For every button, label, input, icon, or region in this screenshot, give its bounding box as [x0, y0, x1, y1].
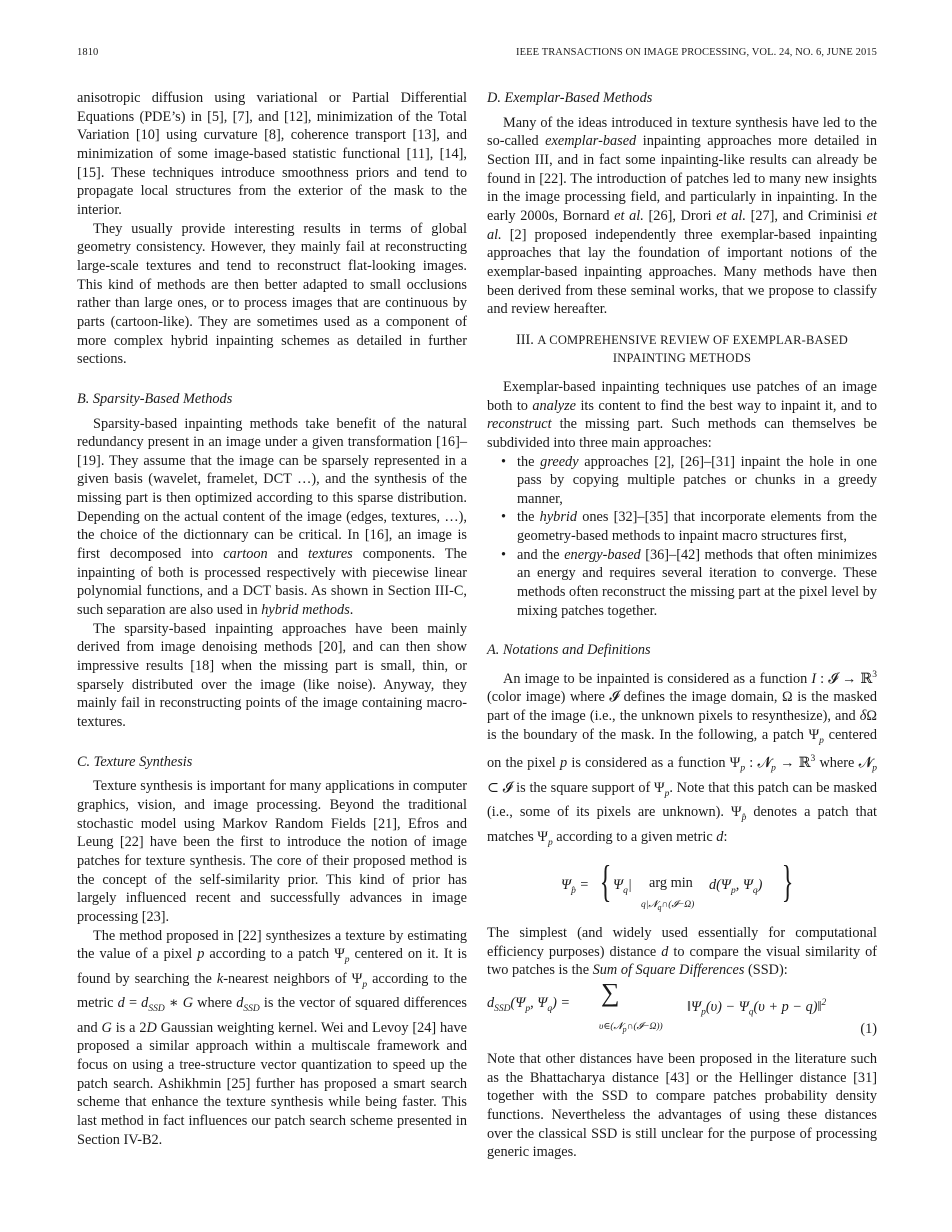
paragraph: The method proposed in [22] synthesizes a texture by estimating the value of a pixel p according to a patch $\Psi_p$ centered on it. It is found by searching the k-nearest neighbors of $\Psi_p$ according to the metric $d = d_{SSD}$ ∗ G where $d_{SSD}$ is the vector of squared differences and G is a 2D Gaussian weighting kernel. Wei and Levoy [24] have proposed a similar approach within a multiscale framework and focus on using a tree-structure vector quantization to speed up the patch search. Ashikhmin [25] further has proposed a smart search scheme that enhance the texture synthesis while being faster. This last method in fact influences our patch search scheme presented in Section IV-B2.: [77, 927, 468, 1148]
equation-argmin: $\Psi_{p̂}$ = { $\Psi_q|$ arg min q|𝓝$_q$∩(𝓘−Ω) $d(\Psi_p$, $\Psi_q$) }: [561, 857, 794, 913]
subsection-heading: B. Sparsity-Based Methods: [77, 390, 233, 407]
equation-ssd: $d_{SSD}(\Psi_p$, $\Psi_q$) = ∑ υ∈(𝓝$_p$∩(𝓘−Ω)) $‖\Psi_p(\upsilon) - \Psi_q(\upsilon + p$ − q)‖$^2$ (1): [487, 978, 877, 1038]
equation-number: (1): [860, 1021, 877, 1038]
paragraph: Exemplar-based inpainting techniques use patches of an image both to analyze its content to find the best way to inpaint it, and to reconstruct the missing part. Such methods can themselves be subdivided into three main approaches:: [487, 378, 877, 451]
list-item: • the greedy approaches [2], [26]–[31] inpaint the hole in one pass by copying multiple patches or chunks in a greedy manner,: [517, 453, 877, 509]
right-column: [487, 89, 877, 1162]
subsection-heading: D. Exemplar-Based Methods: [487, 90, 653, 106]
paragraph: Many of the ideas introduced in texture synthesis have led to the so-called exemplar-based inpainting approaches more detailed in Section III, and in fact some inpainting-like results can already be found in [22]. The introduction of patches led to many new insights in the image processing field, and particularly in inpainting. In the early 2000s, Bornard et al. [26], Drori et al. [27], and Criminisi et al. [2] proposed independently three exemplar-based inpainting approaches that lay the foundation of important notions of the exemplar-based inpainting approaches. Many methods have then been derived from these seminal works, that we propose to classify and review hereafter.: [487, 114, 878, 318]
subsection-heading: C. Texture Synthesis: [77, 753, 193, 770]
paragraph: anisotropic diffusion using variational or Partial Differential Equations (PDE’s) in [5], [7], and [12], minimization of the Total Variation [10] using curvature [8], coherence transport [13], and minimization of some image-based statistic functional [11], [14], [15]. These techniques introduce smoothness priors and tend to propagate local structures from the exterior of the mask to the interior.: [77, 90, 467, 218]
subsection-heading: A. Notations and Definitions: [487, 642, 651, 659]
paragraph: The simplest (and widely used essentially for computational efficiency purposes) distance d to compare the visual similarity of two patches is the Sum of Square Differences (SSD):: [487, 925, 877, 979]
approach-list: [487, 453, 877, 621]
list-item: • and the energy-based [36]–[42] methods that often minimizes an energy and requires several iteration to converge. These methods often reconstruct the missing part at the pixel level by mixing patches together.: [517, 546, 877, 621]
running-header: IEEE TRANSACTIONS ON IMAGE PROCESSING, VOL. 24, NO. 6, JUNE 2015: [516, 47, 877, 58]
paragraph: Texture synthesis is important for many applications in computer graphics, vision, and image processing. Beyond the traditional stochastic model using Markov Random Fields [21], Efros and Leung [22] have been the first to introduce the notion of image patches for texture synthesis. The core of their proposed method is the concept of the self-similarity prior. This kind of prior has largely influenced recent and successfully advances in image processing [23].: [77, 778, 467, 925]
page-number: 1810: [77, 47, 99, 58]
paragraph: Sparsity-based inpainting methods take benefit of the natural redundancy present in an image under a given transformation [16]–[19]. They assume that the image can be sparsely represented in a given basis (wavelet, framelet, DCT …), and the synthesis of the missing part is then optimized according to this sparse distribution. Depending on the actual content of the image (edges, textures, …), the choice of the dictionnary can be critical. In [16], an image is first decomposed into cartoon and textures components. The inpainting of both is processed respectively with piecewise linear polynomial functions, and a DCT basis. As shown in Section III-C, such separation are also used in hybrid methods.: [77, 415, 468, 619]
left-column: [77, 89, 467, 1149]
paragraph: They usually provide interesting results in terms of global geometry consistency. However, they mainly fail at reconstructing large-scale textures and tend to reconstruct flat-looking images. This kind of methods are then better adapted to small occlusions rather than large ones, or to process images that are continuous by parts (cartoon-like). They are sometimes used as a component of more complex hybrid inpainting schemes as detailed in further sections.: [77, 220, 467, 368]
section-heading: III. A COMPREHENSIVE REVIEW OF EXEMPLAR-BASED INPAINTING METHODS: [515, 331, 848, 366]
paragraph: An image to be inpainted is considered as a function I : 𝓘 → ℝ$^3$ (color image) where 𝓘 defines the image domain, Ω is the masked part of the image (i.e., the unknown pixels to resynthesize), and δΩ is the boundary of the mask. In the following, a patch $\Psi_p$ centered on the pixel p is considered as a function $\Psi_p$ : 𝓝$_p$ → ℝ$^3$ where 𝓝$_p$ ⊂ 𝓘 is the square support of $\Psi_p$. Note that this patch can be masked (i.e., some of its pixels are unknown). $\Psi_{p̂}$ denotes a patch that matches $\Psi_p$ according to a given metric d:: [487, 670, 878, 848]
paragraph: The sparsity-based inpainting approaches have been mainly derived from image denoising methods [20], and can then show impressive results [18] when the missing part is small, thin, or sparsely distributed over the image (like noise). Anyway, they mainly fail in reconstructing points of the image containing macro-textures.: [77, 620, 467, 730]
paragraph: Note that other distances have been proposed in the literature such as the Bhattacharya distance [43] or the Hellinger distance [31] together with the SSD to compare patches probability density functions. Nevertheless the advantages of using these distances over the classical SSD is still unclear for the purpose of processing generic images.: [487, 1051, 877, 1161]
list-item: • the hybrid ones [32]–[35] that incorporate elements from the geometry-based methods to inpaint macro structures first,: [517, 508, 877, 545]
